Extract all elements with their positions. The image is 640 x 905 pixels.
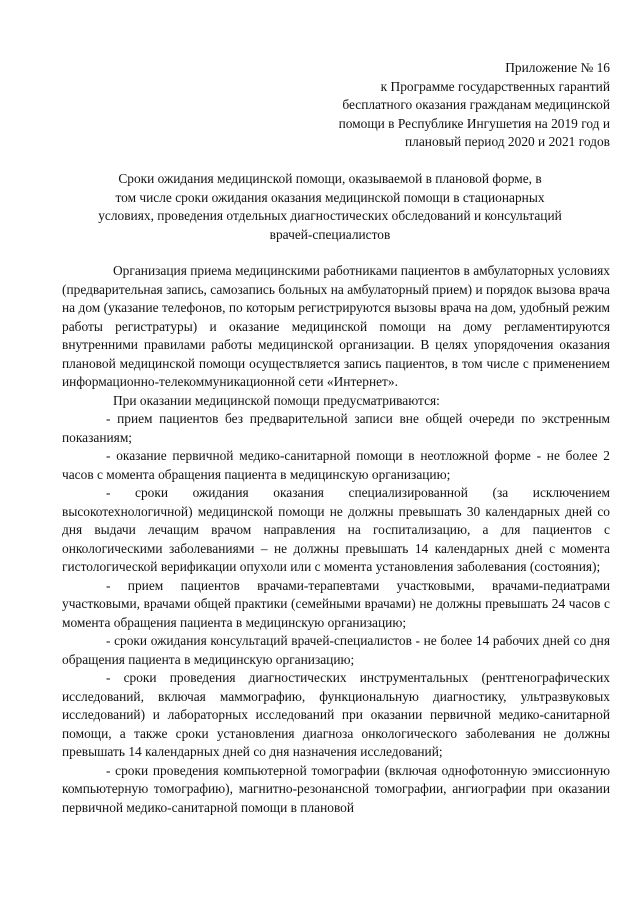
- document-title: [50, 170, 610, 244]
- title-line: том числе сроки ожидания оказания медицинской помощи в стационарных: [115, 189, 545, 205]
- appendix-line: к Программе государственных гарантий: [380, 78, 610, 94]
- appendix-line: бесплатного оказания гражданам медицинской: [342, 97, 610, 112]
- provision-paragraph: При оказании медицинской помощи предусматриваются:: [113, 392, 440, 408]
- title-line: условиях, проведения отдельных диагностических обследований и консультаций: [98, 208, 562, 223]
- intro-paragraph: Организация приема медицинскими работниками пациентов в амбулаторных условиях (предварительная запись, самозапись больных на амбулаторный прием) и порядок вызова врача на дом (указание телефонов, по которым регистрируются вызовы врача на дом, удобный режим работы регистратуры) и оказание медицинской помощи на дому регламентируются внутренними правилами работы медицинской организации. В целях упорядочения оказания плановой медицинской помощи осуществляется запись пациентов, в том числе с применением информационно-телекоммуникационной сети «Интернет».: [62, 263, 610, 389]
- document-body: [62, 262, 610, 817]
- list-item: - сроки проведения компьютерной томографии (включая однофотонную эмиссионную компьютерную томографию), магнитно-резонансной томографии, ангиографии при оказании первичной медико-санитарной помощи в плановой: [62, 762, 610, 815]
- list-item: - сроки проведения диагностических инструментальных (рентгенографических исследований, включая маммографию, функциональную диагностику, ультразвуковых исследований) и лабораторных исследований при оказании первичной медико-санитарной помощи, а также сроки установления диагноза онкологического заболевания не должны превышать 14 календарных дней со дня назначения исследований;: [62, 670, 610, 759]
- list-item: - сроки ожидания консультаций врачей-специалистов - не более 14 рабочих дней со дня обращения пациента в медицинскую организацию;: [62, 633, 610, 667]
- list-item: - прием пациентов врачами-терапевтами участковыми, врачами-педиатрами участковыми, врачами общей практики (семейными врачами) не должны превышать 24 часов с момента обращения пациента в медицинскую организацию;: [62, 577, 610, 630]
- appendix-line: помощи в Республике Ингушетия на 2019 год и: [338, 115, 610, 131]
- title-line: врачей-специалистов: [269, 226, 391, 242]
- title-line: Сроки ожидания медицинской помощи, оказываемой в плановой форме, в: [118, 171, 542, 186]
- list-item: - сроки ожидания оказания специализированной (за исключением высокотехнологичной) медицинской помощи не должны превышать 30 календарных дней со дня выдачи лечащим врачом направления на госпитализацию, а для пациентов с онкологическими заболеваниями – не должны превышать 14 календарных дней с момента гистологической верификации опухоли или с момента установления заболевания (состояния);: [62, 485, 610, 574]
- appendix-line: плановый период 2020 и 2021 годов: [405, 134, 610, 149]
- list-item: - оказание первичной медико-санитарной помощи в неотложной форме - не более 2 часов с момента обращения пациента в медицинскую организацию;: [62, 448, 610, 482]
- list-item: - прием пациентов без предварительной записи вне общей очереди по экстренным показаниям;: [62, 411, 610, 445]
- appendix-header: [190, 59, 610, 152]
- appendix-line: Приложение № 16: [505, 60, 610, 75]
